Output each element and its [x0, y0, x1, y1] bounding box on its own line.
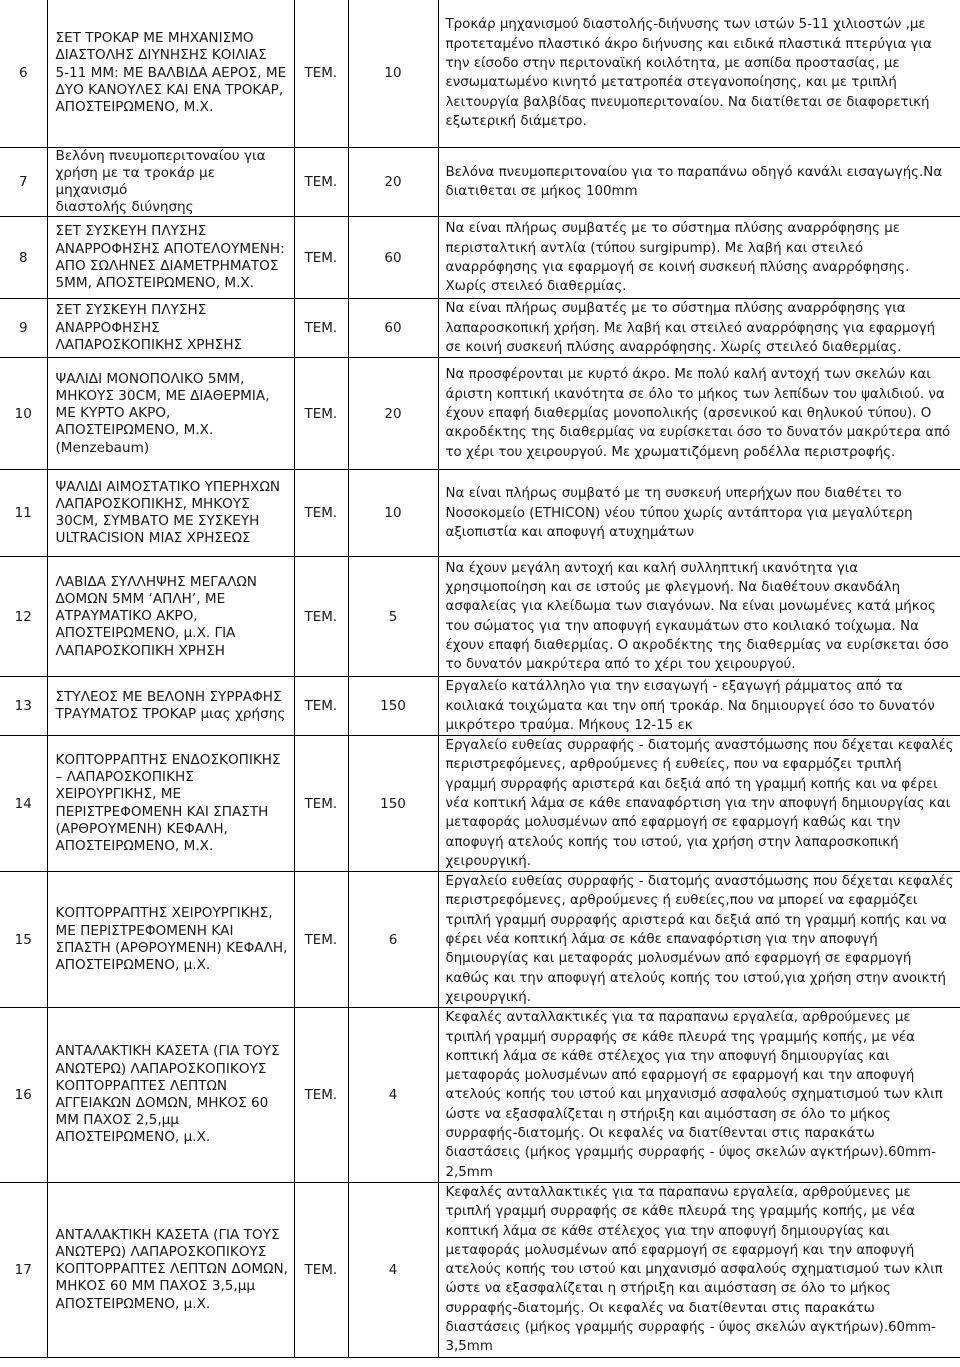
- item-quantity: 20: [348, 358, 438, 470]
- item-quantity: 20: [348, 147, 438, 217]
- item-unit: ΤΕΜ.: [294, 736, 348, 872]
- item-unit: ΤΕΜ.: [294, 872, 348, 1008]
- item-number: 7: [0, 147, 47, 217]
- item-quantity: 150: [348, 677, 438, 736]
- item-description: Εργαλείο κατάλληλο για την εισαγωγή - εξαγωγή ράμματος από τα κοιλιακά τοιχώματα και την οπή τροκάρ. Να δημιουργεί όσο το δυνατόν μικρότερο τραύμα. Μήκους 12-15 εκ: [438, 677, 960, 736]
- item-number: 8: [0, 217, 47, 299]
- item-description: Να είναι πλήρως συμβατό με τη συσκευή υπερήχων που διαθέτει το Νοσοκομείο (ETHICON) νέου τύπου χωρίς αντάπτορα για μεγαλύτερη αξιοπιστία και αποφυγή ατυχημάτων: [438, 470, 960, 557]
- item-name: ΨΑΛΙΔΙ ΑΙΜΟΣΤΑΤΙΚΟ ΥΠΕΡΗΧΩΝ ΛΑΠΑΡΟΣΚΟΠΙΚΗΣ, ΜΗΚΟΥΣ 30CM, ΣΥΜΒΑΤΟ ΜΕ ΣΥΣΚΕΥΗ ULTRACISION ΜΙΑΣ ΧΡΗΣΕΩΣ: [47, 470, 294, 557]
- item-number: 10: [0, 358, 47, 470]
- item-number: 11: [0, 470, 47, 557]
- item-name: ΣΕΤ ΤΡΟΚΑΡ ΜΕ ΜΗΧΑΝΙΣΜΟ ΔΙΑΣΤΟΛΗΣ ΔΙΥΝΗΣΗΣ ΚΟΙΛΙΑΣ 5-11 ΜΜ: ΜΕ ΒΑΛΒΙΔΑ ΑΕΡΟΣ, ΜΕ ΔΥΟ ΚΑΝΟΥΛΕΣ ΚΑΙ ΕΝΑ ΤΡΟΚΑΡ, ΑΠΟΣΤΕΙΡΩΜΕΝΟ, Μ.Χ.: [47, 0, 294, 147]
- table-row: [0, 872, 960, 1008]
- item-number: 15: [0, 872, 47, 1008]
- table-row: [0, 147, 960, 217]
- item-unit: ΤΕΜ.: [294, 557, 348, 677]
- item-unit: ΤΕΜ.: [294, 358, 348, 470]
- item-description: Τροκάρ μηχανισμού διαστολής-διήνυσης των ιστών 5-11 χιλιοστών ,με προτεταμένο πλαστικό άκρο διήνυσης και ειδικά πλαστικά πτερύγια για την είσοδο στην περιτοναϊκή κοιλότητα, με ασπίδα προστασίας, με ενσωματωμένο κινητό μετατροπέα στεγανοποίησης, και με τριπλή λειτουργία βαλβίδας πνευμοπεριτοναίου. Να διατίθεται σε διαφορετική εξωτερική διάμετρο.: [438, 0, 960, 147]
- item-quantity: 150: [348, 736, 438, 872]
- table-row: [0, 1182, 960, 1357]
- item-quantity: 60: [348, 299, 438, 358]
- item-name: ΑΝΤΑΛΑΚΤΙΚΗ ΚΑΣΕΤΑ (ΓΙΑ ΤΟΥΣ ΑΝΩΤΕΡΩ) ΛΑΠΑΡΟΣΚΟΠΙΚΟΥΣ ΚΟΠΤΟΡΡΑΠΤΕΣ ΛΕΠΤΩΝ ΑΓΓΕΙΑΚΩΝ ΔΟΜΩΝ, ΜΗΚΟΣ 60 ΜΜ ΠΑΧΟΣ 2,5,μμ ΑΠΟΣΤΕΙΡΩΜΕΝΟ, μ.Χ.: [47, 1008, 294, 1183]
- item-description: Βελόνα πνευμοπεριτοναίου για το παραπάνω οδηγό κανάλι εισαγωγής.Να διατιθεται σε μήκος 100mm: [438, 147, 960, 217]
- item-name: ΣΕΤ ΣΥΣΚΕΥΗ ΠΛΥΣΗΣ ΑΝΑΡΡΟΦΗΣΗΣ ΛΑΠΑΡΟΣΚΟΠΙΚΗΣ ΧΡΗΣΗΣ: [47, 299, 294, 358]
- item-number: 12: [0, 557, 47, 677]
- item-number: 17: [0, 1182, 47, 1357]
- item-unit: ΤΕΜ.: [294, 0, 348, 147]
- item-number: 14: [0, 736, 47, 872]
- table-row: [0, 1008, 960, 1183]
- item-name: ΚΟΠΤΟΡΡΑΠΤΗΣ ΕΝΔΟΣΚΟΠΙΚΗΣ – ΛΑΠΑΡΟΣΚΟΠΙΚΗΣ ΧΕΙΡΟΥΡΓΙΚΗΣ, ΜΕ ΠΕΡΙΣΤΡΕΦΟΜΕΝΗ ΚΑΙ ΣΠΑΣΤΗ (ΑΡΘΡΟΥΜΕΝΗ) ΚΕΦΑΛΗ, ΑΠΟΣΤΕΙΡΩΜΕΝΟ, Μ.Χ.: [47, 736, 294, 872]
- item-number: 9: [0, 299, 47, 358]
- item-description: Εργαλείο ευθείας συρραφής - διατομής αναστόμωσης που δέχεται κεφαλές περιστρεφόμενες, αρθρούμενες ή ευθείες,που να μπορεί να εφαρμόζει τριπλή γραμμή συρραφής αριστερά και δεξιά από τη γραμμή κοπής και να φέρει νέα κοπτική λάμα σε κάθε επαναφόρτιση για την αποφυγή δημιουργίας και μεταφοράς μολυσμένων από εφαρμογή σε εφαρμογή καθώς και την αποφυγή ατελούς κοπής του ιστού,για χρήση στην ανοικτή χειρουργική.: [438, 872, 960, 1008]
- item-name: Βελόνη πνευμοπεριτοναίου για χρήση με τα τροκάρ με μηχανισμό διαστολής διύνησης: [47, 147, 294, 217]
- table-row: [0, 557, 960, 677]
- item-number: 13: [0, 677, 47, 736]
- item-name: ΚΟΠΤΟΡΡΑΠΤΗΣ ΧΕΙΡΟΥΡΓΙΚΗΣ, ΜΕ ΠΕΡΙΣΤΡΕΦΟΜΕΝΗ ΚΑΙ ΣΠΑΣΤΗ (ΑΡΘΡΟΥΜΕΝΗ) ΚΕΦΑΛΗ, ΑΠΟΣΤΕΙΡΩΜΕΝΟ, μ.Χ.: [47, 872, 294, 1008]
- item-unit: ΤΕΜ.: [294, 299, 348, 358]
- table-row: [0, 736, 960, 872]
- item-unit: ΤΕΜ.: [294, 1008, 348, 1183]
- table-row: [0, 358, 960, 470]
- item-name: ΣΤΥΛΕΟΣ ΜΕ ΒΕΛΟΝΗ ΣΥΡΡΑΦΗΣ ΤΡΑΥΜΑΤΟΣ ΤΡΟΚΑΡ μιας χρήσης: [47, 677, 294, 736]
- item-quantity: 10: [348, 470, 438, 557]
- item-name: ΣΕΤ ΣΥΣΚΕΥΗ ΠΛΥΣΗΣ ΑΝΑΡΡΟΦΗΣΗΣ ΑΠΟΤΕΛΟΥΜΕΝΗ: ΑΠΟ ΣΩΛΗΝΕΣ ΔΙΑΜΕΤΡΗΜΑΤΟΣ 5ΜΜ, ΑΠΟΣΤΕΙΡΩΜΕΝΟ, Μ.Χ.: [47, 217, 294, 299]
- item-unit: ΤΕΜ.: [294, 470, 348, 557]
- table-row: [0, 217, 960, 299]
- item-name: ΨΑΛΙΔΙ ΜΟΝΟΠΟΛΙΚΟ 5ΜΜ, ΜΗΚΟΥΣ 30CM, ΜΕ ΔΙΑΘΕΡΜΙΑ, ΜΕ ΚΥΡΤΟ ΑΚΡΟ, ΑΠΟΣΤΕΙΡΩΜΕΝΟ, Μ.Χ. (Menzebaum): [47, 358, 294, 470]
- table-row: [0, 0, 960, 147]
- item-description: Κεφαλές ανταλλακτικές για τα παραπανω εργαλεία, αρθρούμενες με τριπλή γραμμή συρραφής σε κάθε πλευρά της γραμμής κοπής, με νέα κοπτική λάμα σε κάθε στέλεχος για την αποφυγή δημιουργίας και μεταφοράς μολυσμένων από εφαρμογή σε εφαρμογή και την αποφυγή ατελούς κοπής του ιστού και μηχανισμό ασφαλούς σχηματισμού των κλιπ ώστε να εξασφαλίζεται η στήριξη και αιμόσταση σε όλο το μήκος συρραφής-διατομής. Οι κεφαλές να διατίθενται στις παρακάτω διαστάσεις (μήκος γραμμής συρραφής - ύψος σκελών αγκτήρων).60mm-3,5mm: [438, 1182, 960, 1357]
- item-quantity: 10: [348, 0, 438, 147]
- item-quantity: 5: [348, 557, 438, 677]
- item-quantity: 4: [348, 1182, 438, 1357]
- item-quantity: 6: [348, 872, 438, 1008]
- table-row: [0, 470, 960, 557]
- item-description: Να προσφέρονται με κυρτό άκρο. Με πολύ καλή αντοχή των σκελών και άριστη κοπτική ικανότητα σε όλο το μήκος των λεπίδων του ψαλιδιού. να έχουν επαφή διαθερμίας μονοπολικής (αρσενικού και θηλυκού τύπου). Ο ακροδέκτης της διαθερμίας να ευρίσκεται όσο το δυνατόν μακρύτερα από το χέρι του χειρουργού. Με χρωματιζόμενη ροδέλλα περιστροφής.: [438, 358, 960, 470]
- item-name: ΑΝΤΑΛΑΚΤΙΚΗ ΚΑΣΕΤΑ (ΓΙΑ ΤΟΥΣ ΑΝΩΤΕΡΩ) ΛΑΠΑΡΟΣΚΟΠΙΚΟΥΣ ΚΟΠΤΟΡΡΑΠΤΕΣ ΛΕΠΤΩΝ ΔΟΜΩΝ, ΜΗΚΟΣ 60 ΜΜ ΠΑΧΟΣ 3,5,μμ ΑΠΟΣΤΕΙΡΩΜΕΝΟ, μ.Χ.: [47, 1182, 294, 1357]
- item-description: Να είναι πλήρως συμβατές με το σύστημα πλύσης αναρρόφησης με περισταλτική αντλία (τύπου surgipump). Με λαβή και στειλεό αναρρόφησης για εφαρμογή σε κοινή συσκευή πλύσης αναρρόφησης. Χωρίς στειλεό διαθερμίας.: [438, 217, 960, 299]
- item-name: ΛΑΒΙΔΑ ΣΥΛΛΗΨΗΣ ΜΕΓΑΛΩΝ ΔΟΜΩΝ 5ΜΜ ‘ΑΠΛΗ’, ΜΕ ΑΤΡΑΥΜΑΤΙΚΟ ΑΚΡΟ, ΑΠΟΣΤΕΙΡΩΜΕΝΟ, μ.Χ. ΓΙΑ ΛΑΠΑΡΟΣΚΟΠΙΚΗ ΧΡΗΣΗ: [47, 557, 294, 677]
- item-quantity: 60: [348, 217, 438, 299]
- item-description: Εργαλείο ευθείας συρραφής - διατομής αναστόμωσης που δέχεται κεφαλές περιστρεφόμενες, αρθρούμενες ή ευθείες, που να εφαρμόζει τριπλή γραμμή συρραφής αριστερά και δεξιά από τη γραμμή κοπής και να φέρει νέα κοπτική λάμα σε κάθε επαναφόρτιση για την αποφυγή δημιουργίας και μεταφοράς μολυσμένων από εφαρμογή σε εφαρμογή καθώς και την αποφυγή ατελούς κοπής του ιστού, για χρήση στην λαπαροσκοπική χειρουργική.: [438, 736, 960, 872]
- item-unit: ΤΕΜ.: [294, 1182, 348, 1357]
- item-description: Να είναι πλήρως συμβατές με το σύστημα πλύσης αναρρόφησης για λαπαροσκοπική χρήση. Με λαβή και στειλεό αναρρόφησης για εφαρμογή σε κοινή συσκευή πλύσης αναρρόφησης. Χωρίς στειλεό διαθερμίας.: [438, 299, 960, 358]
- item-number: 6: [0, 0, 47, 147]
- item-unit: ΤΕΜ.: [294, 217, 348, 299]
- item-unit: ΤΕΜ.: [294, 147, 348, 217]
- item-description: Να έχουν μεγάλη αντοχή και καλή συλληπτική ικανότητα για χρησιμοποίηση και σε ιστούς με φλεγμονή. Να διαθέτουν σκανδάλη ασφαλείας για κλείδωμα των σιαγόνων. Να είναι μονωμένες κατά μήκος του σώματος για την αποφυγή εγκαυμάτων στο κοιλιακό τοίχωμα. Να έχουν επαφή διαθερμίας. Ο ακροδέκτης της διαθερμίας να ευρίσκεται όσο το δυνατόν μακρύτερα από το χέρι του χειρουργού.: [438, 557, 960, 677]
- item-description: Κεφαλές ανταλλακτικές για τα παραπανω εργαλεία, αρθρούμενες με τριπλή γραμμή συρραφής σε κάθε πλευρά της γραμμής κοπής, με νέα κοπτική λάμα σε κάθε στέλεχος για την αποφυγή δημιουργίας και μεταφοράς μολυσμένων από εφαρμογή σε εφαρμογή και την αποφυγή ατελούς κοπής του ιστού και μηχανισμό ασφαλούς σχηματισμού των κλιπ ώστε να εξασφαλίζεται η στήριξη και αιμόσταση σε όλο το μήκος συρραφής-διατομής. Οι κεφαλές να διατίθενται στις παρακάτω διαστάσεις (μήκος γραμμής συρραφής - ύψος σκελών αγκτήρων).60mm-2,5mm: [438, 1008, 960, 1183]
- table-row: [0, 677, 960, 736]
- item-number: 16: [0, 1008, 47, 1183]
- item-quantity: 4: [348, 1008, 438, 1183]
- table-row: [0, 299, 960, 358]
- item-unit: ΤΕΜ.: [294, 677, 348, 736]
